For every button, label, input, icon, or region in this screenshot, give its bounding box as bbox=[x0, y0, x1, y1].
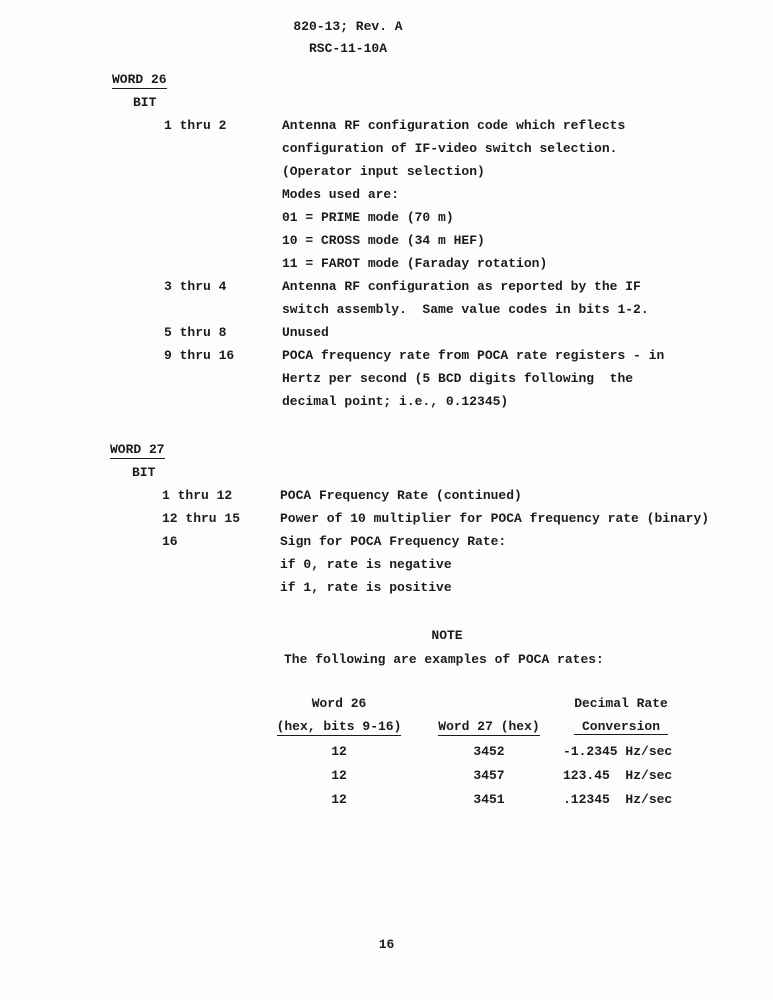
table-cell-rate: .12345 Hz/sec bbox=[563, 792, 673, 807]
bit-range: 16 bbox=[162, 534, 178, 549]
bit-description bbox=[280, 530, 722, 599]
bit-range: 12 thru 15 bbox=[162, 511, 241, 526]
description-line: Unused bbox=[282, 325, 329, 340]
bit-range: 9 thru 16 bbox=[164, 348, 235, 363]
table-cell-rate: 123.45 Hz/sec bbox=[563, 768, 673, 783]
table-cell-word26: 12 bbox=[331, 792, 347, 807]
bit-description bbox=[280, 507, 722, 530]
bit-definition-row bbox=[162, 507, 722, 530]
doc-id: RSC-11-10A bbox=[308, 41, 387, 56]
description-line: Antenna RF configuration as reported by the IF bbox=[282, 279, 641, 294]
bit-definition-row bbox=[164, 321, 724, 344]
bit-range: 3 thru 4 bbox=[164, 279, 227, 294]
description-line: Power of 10 multiplier for POCA frequency rate (binary) bbox=[280, 511, 710, 526]
description-line: switch assembly. Same value codes in bits 1-2. bbox=[282, 302, 649, 317]
table-cell-word26: 12 bbox=[331, 744, 347, 759]
table-cell-rate: -1.2345 Hz/sec bbox=[563, 744, 673, 759]
description-line: 11 = FAROT mode (Faraday rotation) bbox=[282, 256, 548, 271]
description-line: 10 = CROSS mode (34 m HEF) bbox=[282, 233, 485, 248]
description-line: decimal point; i.e., 0.12345) bbox=[282, 394, 509, 409]
note-intro: The following are examples of POCA rates: bbox=[284, 652, 604, 667]
table-col2-header: Word 27 (hex) bbox=[438, 719, 540, 734]
doc-number: 820-13; Rev. A bbox=[293, 19, 403, 34]
word26-bit-definitions bbox=[164, 114, 724, 413]
table-col3-header-line1: Decimal Rate bbox=[574, 696, 668, 711]
word27-heading bbox=[110, 438, 165, 461]
word26-heading-text: WORD 26 bbox=[112, 72, 167, 87]
description-line: POCA frequency rate from POCA rate registers - in bbox=[282, 348, 665, 363]
description-line: Sign for POCA Frequency Rate: bbox=[280, 534, 507, 549]
bit-definition-row bbox=[162, 484, 722, 507]
bit-range: 1 thru 12 bbox=[162, 488, 233, 503]
bit-definition-row bbox=[162, 530, 722, 599]
bit-range: 5 thru 8 bbox=[164, 325, 227, 340]
bit-description bbox=[282, 114, 724, 275]
bit-definition-row bbox=[164, 275, 724, 321]
description-line: (Operator input selection) bbox=[282, 164, 485, 179]
bit-range: 1 thru 2 bbox=[164, 118, 227, 133]
bit-definition-row bbox=[164, 344, 724, 413]
bit-definition-row bbox=[164, 114, 724, 275]
word27-bit-label: BIT bbox=[132, 465, 156, 480]
word27-heading-text: WORD 27 bbox=[110, 442, 165, 457]
description-line: Antenna RF configuration code which reflects bbox=[282, 118, 626, 133]
table-cell-word27: 3451 bbox=[473, 792, 505, 807]
note-heading: NOTE bbox=[431, 628, 463, 643]
description-line: Hertz per second (5 BCD digits following the bbox=[282, 371, 634, 386]
table-cell-word27: 3457 bbox=[473, 768, 505, 783]
page-number: 16 bbox=[378, 937, 395, 952]
bit-description bbox=[282, 275, 724, 321]
bit-description bbox=[282, 321, 724, 344]
description-line: if 0, rate is negative bbox=[280, 557, 452, 572]
table-cell-word27: 3452 bbox=[473, 744, 505, 759]
description-line: 01 = PRIME mode (70 m) bbox=[282, 210, 454, 225]
bit-description bbox=[282, 344, 724, 413]
word26-heading bbox=[112, 68, 167, 91]
description-line: if 1, rate is positive bbox=[280, 580, 452, 595]
description-line: POCA Frequency Rate (continued) bbox=[280, 488, 522, 503]
description-line: configuration of IF-video switch selection. bbox=[282, 141, 618, 156]
word27-bit-definitions bbox=[162, 484, 722, 599]
table-col3-header-line2: Conversion bbox=[560, 715, 682, 738]
table-col1-header-line1: Word 26 bbox=[311, 696, 367, 711]
page-header bbox=[0, 16, 696, 60]
word26-bit-label: BIT bbox=[133, 95, 157, 110]
bit-description bbox=[280, 484, 722, 507]
description-line: Modes used are: bbox=[282, 187, 400, 202]
table-col1-header-line2: (hex, bits 9-16) bbox=[276, 719, 402, 734]
table-cell-word26: 12 bbox=[331, 768, 347, 783]
